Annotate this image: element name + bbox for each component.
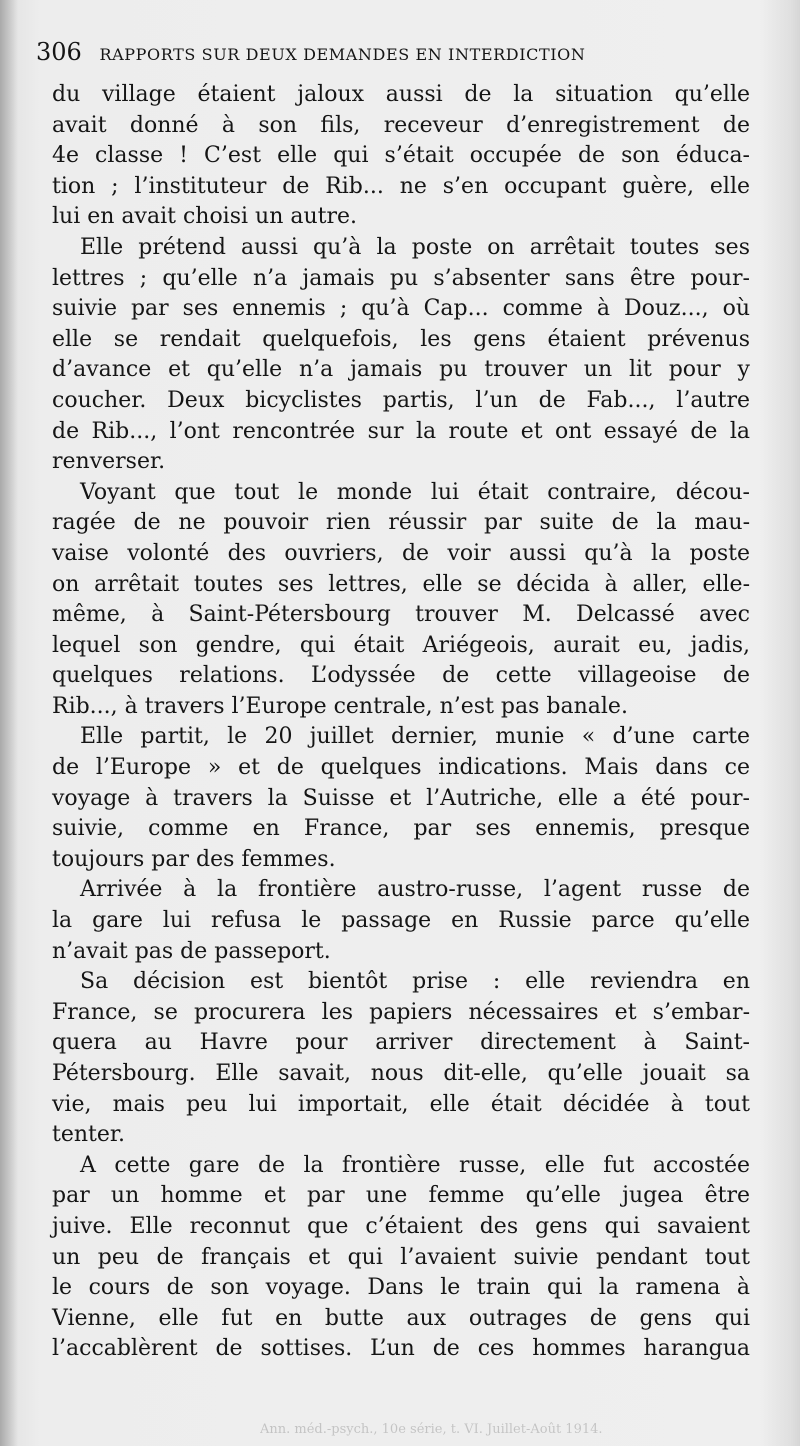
text-line: de Rib..., l’ont rencontrée sur la route et ont essayé de la xyxy=(52,418,750,444)
text-line: la gare lui refusa le passage en Russie parce qu’elle xyxy=(52,908,750,934)
text-line: lui en avait choisi un autre. xyxy=(52,204,358,230)
text-line: lequel son gendre, qui était Ariégeois, aurait eu, jadis, xyxy=(52,632,750,658)
text-line: Pétersbourg. Elle savait, nous dit-elle, qu’elle jouait sa xyxy=(52,1061,750,1086)
text-line: France, se procurera les papiers nécessaires et s’embar- xyxy=(52,999,750,1025)
text-line: tion ; l’instituteur de Rib... ne s’en occupant guère, elle xyxy=(52,173,750,199)
text-line: Arrivée à la frontière austro-russe, l’agent russe de xyxy=(80,877,750,903)
text-line: ragée de ne pouvoir rien réussir par suite de la mau- xyxy=(52,510,750,536)
text-line: A cette gare de la frontière russe, elle fut accostée xyxy=(80,1152,750,1178)
text-line: du village étaient jaloux aussi de la situation qu’elle xyxy=(52,82,750,107)
text-line: vaise volonté des ouvriers, de voir aussi qu’à la poste xyxy=(52,540,750,566)
running-title: RAPPORTS SUR DEUX DEMANDES EN INTERDICTION xyxy=(99,45,586,64)
text-line: de l’Europe » et de quelques indications. Mais dans ce xyxy=(52,755,750,781)
text-line: toujours par des femmes. xyxy=(52,846,336,872)
text-line: un peu de français et qui l’avaient suivie pendant tout xyxy=(52,1244,750,1270)
text-line: le cours de son voyage. Dans le train qui la ramena à xyxy=(52,1275,750,1301)
body-text xyxy=(52,80,750,1420)
page-number: 306 xyxy=(36,38,82,66)
text-line: renverser. xyxy=(52,449,166,475)
text-line: d’avance et qu’elle n’a jamais pu trouver un lit pour y xyxy=(52,357,750,383)
text-line: lettres ; qu’elle n’a jamais pu s’absenter sans être pour- xyxy=(52,265,750,291)
text-line: voyage à travers la Suisse et l’Autriche, elle a été pour- xyxy=(52,785,750,811)
text-line: Elle prétend aussi qu’à la poste on arrêtait toutes ses xyxy=(80,234,750,260)
text-line: quelques relations. L’odyssée de cette villageoise de xyxy=(52,663,750,689)
text-line: quera au Havre pour arriver directement à Saint- xyxy=(52,1030,750,1056)
text-line: tenter. xyxy=(52,1122,125,1148)
text-line: coucher. Deux bicyclistes partis, l’un de Fab..., l’autre xyxy=(52,387,750,413)
text-line: Voyant que tout le monde lui était contraire, décou- xyxy=(80,479,750,505)
text-line: suivie, comme en France, par ses ennemis, presque xyxy=(52,816,750,842)
text-line: Sa décision est bientôt prise : elle reviendra en xyxy=(80,969,750,995)
text-line: juive. Elle reconnut que c’étaient des gens qui savaient xyxy=(52,1213,750,1239)
page-header xyxy=(36,38,776,68)
text-line: par un homme et par une femme qu’elle jugea être xyxy=(52,1183,750,1209)
text-line: n’avait pas de passeport. xyxy=(52,938,331,964)
text-line: avait donné à son fils, receveur d’enregistrement de xyxy=(52,112,750,138)
text-line: 4e classe ! C’est elle qui s’était occupée de son éduca- xyxy=(52,143,750,169)
text-line: Vienne, elle fut en butte aux outrages de gens qui xyxy=(52,1305,750,1331)
text-line: même, à Saint-Pétersbourg trouver M. Delcassé avec xyxy=(52,602,750,628)
text-line: l’accablèrent de sottises. L’un de ces hommes harangua xyxy=(52,1336,750,1362)
partial-footer-text: Ann. méd.-psych., 10e série, t. VI. Juillet-Août 1914. xyxy=(260,1422,603,1437)
text-line: elle se rendait quelquefois, les gens étaient prévenus xyxy=(52,326,750,352)
text-line: Elle partit, le 20 juillet dernier, munie « d’une carte xyxy=(80,724,750,750)
text-line: Rib..., à travers l’Europe centrale, n’est pas banale. xyxy=(52,693,628,719)
text-line: on arrêtait toutes ses lettres, elle se décida à aller, elle- xyxy=(52,571,750,597)
text-line: vie, mais peu lui importait, elle était décidée à tout xyxy=(52,1091,750,1117)
text-line: suivie par ses ennemis ; qu’à Cap... comme à Douz..., où xyxy=(52,296,750,322)
